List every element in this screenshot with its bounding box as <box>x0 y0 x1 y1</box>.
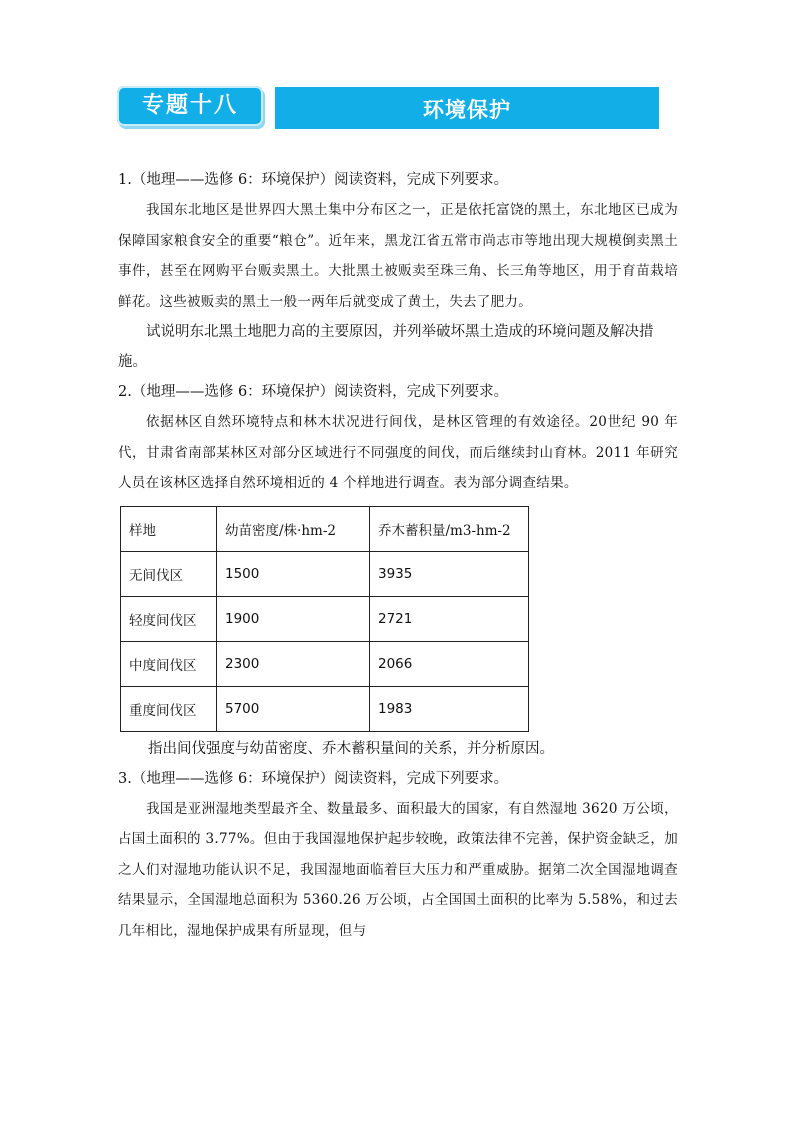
table-cell: 轻度间伐区 <box>121 596 217 641</box>
topic-badge: 专题十八 <box>117 86 263 126</box>
table-cell: 无间伐区 <box>121 551 217 596</box>
question-3-passage: 我国是亚洲湿地类型最齐全、数量最多、面积最大的国家，有自然湿地 3620 万公顷，占国土面积的 3.77%。但由于我国湿地保护起步较晚，政策法律不完善，保护资金缺乏，加之人们对湿地功能认识不足，我国湿地面临着巨大压力和严重威胁。据第二次全国湿地调查结果显示，全国湿地总面积为 5360.26 万公顷，占全国国土面积的比率为 5.58%，和过去几年相比，湿地保护成果有所显现，但与 <box>118 800 678 939</box>
question-2-passage: 依据林区自然环境特点和林木状况进行间伐，是林区管理的有效途径。20世纪 90 年代，甘肃省南部某林区对部分区域进行不同强度的间伐，而后继续封山育林。2011 年研究人员在该林区选择自然环境相近的 4 个样地进行调查。表为部分调查结果。 <box>118 414 678 491</box>
section-header <box>117 86 659 130</box>
question-1-passage: 我国东北地区是世界四大黑土集中分布区之一，正是依托富饶的黑土，东北地区已成为保障国家粮食安全的重要“粮仓”。近年来，黑龙江省五常市尚志市等地出现大规模倒卖黑土事件，甚至在网购平台贩卖黑土。大批黑土被贩卖至珠三角、长三角等地区，用于育苗栽培鲜花。这些被贩卖的黑土一般一两年后就变成了黄土，失去了肥力。 <box>118 202 678 310</box>
table-cell: 中度间伐区 <box>121 641 217 686</box>
table-cell: 1900 <box>217 596 370 641</box>
table-cell: 1500 <box>217 551 370 596</box>
question-3-heading: 3.（地理——选修 6：环境保护）阅读资料，完成下列要求。 <box>118 770 509 787</box>
question-1-heading: 1.（地理——选修 6：环境保护）阅读资料，完成下列要求。 <box>118 172 509 188</box>
table-cell: 1983 <box>370 686 529 731</box>
table-row <box>121 686 529 731</box>
question-2-prompt: 指出间伐强度与幼苗密度、乔木蓄积量间的关系，并分析原因。 <box>148 740 554 757</box>
document-body <box>118 165 678 946</box>
table-row <box>121 641 529 686</box>
table-row <box>121 551 529 596</box>
table-header-cell: 幼苗密度/株·hm-2 <box>217 506 370 551</box>
survey-table <box>120 506 529 732</box>
table-header-row <box>121 506 529 551</box>
table-header-cell: 乔木蓄积量/m3-hm-2 <box>370 506 529 551</box>
table-row <box>121 596 529 641</box>
section-title: 环境保护 <box>275 87 659 129</box>
table-header-cell: 样地 <box>121 506 217 551</box>
table-cell: 重度间伐区 <box>121 686 217 731</box>
question-1-prompt: 试说明东北黑土地肥力高的主要原因，并列举破坏黑土造成的环境问题及解决措施。 <box>118 324 654 370</box>
table-cell: 2066 <box>370 641 529 686</box>
table-cell: 2300 <box>217 641 370 686</box>
question-2-heading: 2.（地理——选修 6：环境保护）阅读资料，完成下列要求。 <box>118 384 509 400</box>
table-cell: 5700 <box>217 686 370 731</box>
table-cell: 3935 <box>370 551 529 596</box>
table-cell: 2721 <box>370 596 529 641</box>
